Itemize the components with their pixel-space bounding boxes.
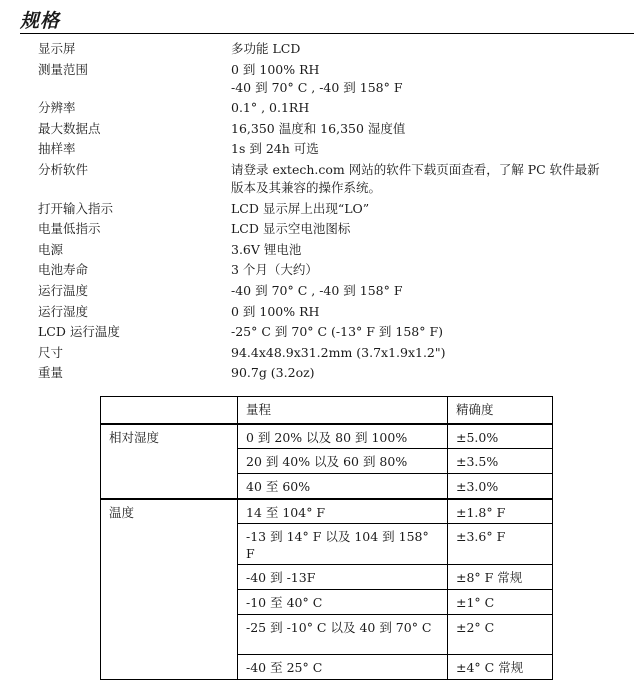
spec-label: 分析软件 [38,161,89,177]
range-cell: -13 到 14° F 以及 104 到 158° F [238,524,448,565]
spec-value-line: 0 到 100% RH [231,61,320,77]
accuracy-cell: ±1.8° F [448,499,553,524]
spec-value [231,61,628,97]
spec-label: 尺寸 [38,344,64,360]
spec-value [231,161,628,197]
header-range: 量程 [238,397,448,424]
spec-label: 打开输入指示 [38,200,114,216]
spec-value [231,261,628,279]
spec-label: 电池寿命 [38,262,89,278]
spec-value-line: 多功能 LCD [231,41,301,56]
spec-value-line: 3 个月（大约） [231,262,318,278]
spec-value [231,220,628,238]
spec-value-line: 3.6V 锂电池 [231,241,302,257]
spec-row [38,61,628,97]
spec-label: 重量 [38,365,64,381]
accuracy-cell: ±1° C [448,590,553,615]
spec-row [38,161,628,197]
spec-row [38,99,628,117]
spec-value-line: 1s 到 24h 可选 [231,141,319,157]
spec-value [231,344,628,362]
spec-row [38,303,628,321]
spec-value-line: 94.4x48.9x31.2mm (3.7x1.9x1.2") [231,344,446,360]
spec-value [231,323,628,341]
spec-row [38,200,628,218]
accuracy-table [100,396,553,680]
spec-label: 电量低指示 [38,221,101,237]
spec-row [38,40,628,58]
spec-label: 测量范围 [38,61,89,77]
spec-value-line: -40 到 70° C , -40 到 158° F [231,282,403,298]
spec-label: 运行湿度 [38,303,89,319]
range-cell: 40 至 60% [238,474,448,499]
spec-row [38,241,628,259]
range-cell: -40 到 -13F [238,565,448,590]
spec-value-line: 90.7g (3.2oz) [231,365,315,381]
accuracy-cell: ±3.0% [448,474,553,499]
spec-value-line: 0.1° , 0.1RH [231,100,310,116]
table-row [101,499,553,524]
spec-label: 抽样率 [38,141,76,157]
spec-label: 运行温度 [38,282,89,298]
spec-value [231,364,628,382]
spec-row [38,140,628,158]
spec-value-line: 16,350 温度和 16,350 湿度值 [231,120,406,136]
spec-value [231,282,628,300]
table-row [101,424,553,449]
spec-value-line: 0 到 100% RH [231,303,320,319]
group-temperature-label: 温度 [101,499,238,680]
heading-rule [20,33,634,34]
spec-value [231,200,628,218]
spec-label: 分辨率 [38,100,76,116]
spec-value [231,99,628,117]
header-parameter [101,397,238,424]
spec-label: LCD 运行温度 [38,324,120,340]
spec-label: 最大数据点 [38,120,101,136]
range-cell: 14 至 104° F [238,499,448,524]
spec-value-line: 请登录 extech.com 网站的软件下载页面查看，了解 PC 软件最新 [231,161,600,177]
accuracy-cell: ±3.6° F [448,524,553,565]
spec-row [38,282,628,300]
spec-value [231,140,628,158]
spec-value [231,241,628,259]
range-cell: -10 至 40° C [238,590,448,615]
spec-value-line: -25° C 到 70° C (-13° F 到 158° F) [231,324,444,340]
range-cell: 0 到 20% 以及 80 到 100% [238,424,448,449]
section-heading: 规格 [20,10,61,32]
accuracy-cell: ±2° C [448,615,553,655]
range-cell: -40 至 25° C [238,655,448,680]
spec-value [231,40,628,58]
spec-row [38,120,628,138]
spec-list [38,40,628,385]
range-cell: 20 到 40% 以及 60 到 80% [238,449,448,474]
spec-row [38,344,628,362]
accuracy-cell: ±8° F 常规 [448,565,553,590]
spec-value-line: LCD 显示空电池图标 [231,221,351,237]
spec-value-line: LCD 显示屏上出现“LO” [231,200,370,216]
spec-row [38,323,628,341]
spec-value [231,303,628,321]
spec-value [231,120,628,138]
accuracy-cell: ±3.5% [448,449,553,474]
range-cell: -25 到 -10° C 以及 40 到 70° C [238,615,448,655]
spec-value-line: 版本及其兼容的操作系统。 [231,179,382,195]
accuracy-cell: ±5.0% [448,424,553,449]
group-humidity-label: 相对湿度 [101,424,238,499]
spec-row [38,220,628,238]
spec-label: 显示屏 [38,41,76,56]
accuracy-cell: ±4° C 常规 [448,655,553,680]
spec-label: 电源 [38,241,64,257]
spec-row [38,261,628,279]
header-accuracy: 精确度 [448,397,553,424]
spec-value-line: -40 到 70° C , -40 到 158° F [231,79,403,95]
table-header-row [101,397,553,424]
spec-row [38,364,628,382]
